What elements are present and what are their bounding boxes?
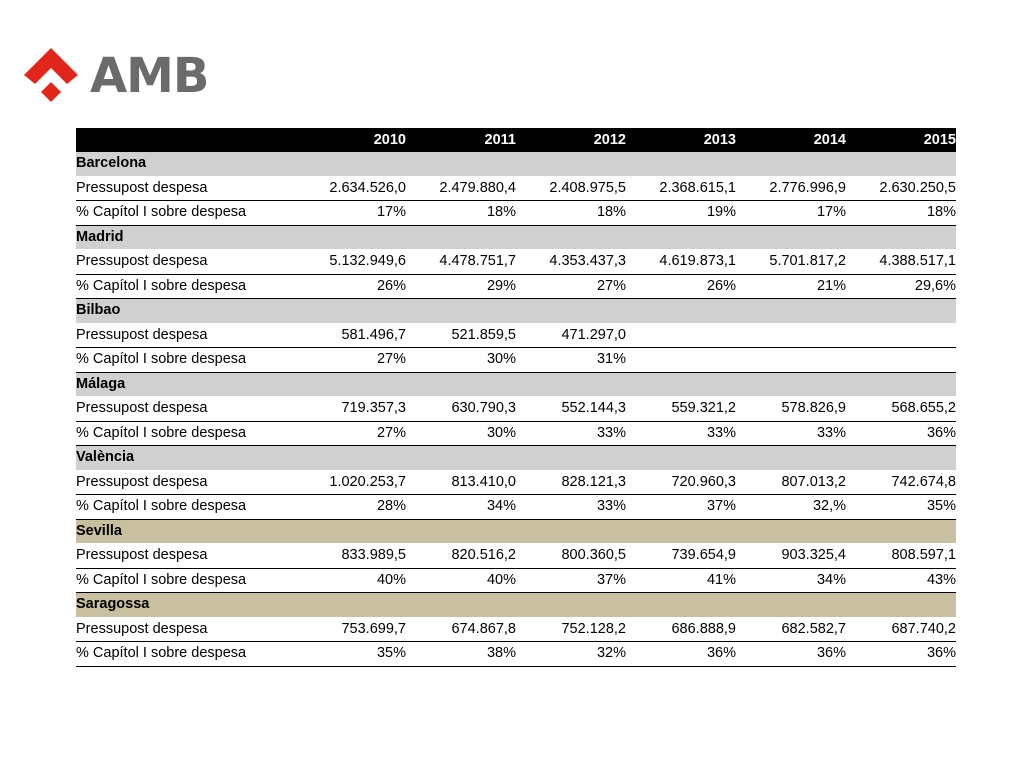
row-label: Pressupost despesa <box>76 470 296 495</box>
value-cell: 903.325,4 <box>736 544 846 569</box>
value-cell: 35% <box>296 642 406 667</box>
table-row <box>76 348 956 373</box>
section-empty-cell <box>846 372 956 397</box>
section-empty-cell <box>736 152 846 176</box>
header-corner-cell <box>76 128 296 152</box>
value-cell: 40% <box>296 568 406 593</box>
value-cell: 4.388.517,1 <box>846 250 956 275</box>
value-cell <box>736 323 846 348</box>
section-empty-cell <box>626 372 736 397</box>
value-cell: 521.859,5 <box>406 323 516 348</box>
section-empty-cell <box>516 446 626 471</box>
section-empty-cell <box>626 593 736 618</box>
value-cell: 18% <box>846 201 956 226</box>
section-empty-cell <box>296 299 406 324</box>
city-section-row <box>76 519 956 544</box>
value-cell: 471.297,0 <box>516 323 626 348</box>
row-label: % Capítol I sobre despesa <box>76 274 296 299</box>
value-cell: 833.989,5 <box>296 544 406 569</box>
value-cell: 30% <box>406 421 516 446</box>
value-cell: 35% <box>846 495 956 520</box>
section-empty-cell <box>296 446 406 471</box>
table-body <box>76 152 956 666</box>
amb-logo <box>22 46 209 106</box>
value-cell <box>626 323 736 348</box>
value-cell: 752.128,2 <box>516 617 626 642</box>
section-empty-cell <box>296 593 406 618</box>
value-cell: 2.630.250,5 <box>846 176 956 201</box>
value-cell <box>736 348 846 373</box>
value-cell: 36% <box>846 642 956 667</box>
value-cell <box>846 348 956 373</box>
value-cell: 720.960,3 <box>626 470 736 495</box>
value-cell: 2.368.615,1 <box>626 176 736 201</box>
table-row <box>76 397 956 422</box>
row-label: % Capítol I sobre despesa <box>76 201 296 226</box>
year-header-2011: 2011 <box>406 128 516 152</box>
table-row <box>76 176 956 201</box>
section-empty-cell <box>406 152 516 176</box>
value-cell: 33% <box>516 421 626 446</box>
section-empty-cell <box>406 593 516 618</box>
table-row <box>76 250 956 275</box>
section-empty-cell <box>406 519 516 544</box>
value-cell: 30% <box>406 348 516 373</box>
section-empty-cell <box>516 152 626 176</box>
city-section-row <box>76 299 956 324</box>
value-cell: 2.408.975,5 <box>516 176 626 201</box>
row-label: Pressupost despesa <box>76 617 296 642</box>
section-empty-cell <box>296 152 406 176</box>
value-cell: 581.496,7 <box>296 323 406 348</box>
value-cell: 28% <box>296 495 406 520</box>
value-cell: 33% <box>626 421 736 446</box>
value-cell: 18% <box>406 201 516 226</box>
value-cell: 4.353.437,3 <box>516 250 626 275</box>
section-empty-cell <box>736 446 846 471</box>
year-header-2012: 2012 <box>516 128 626 152</box>
value-cell: 559.321,2 <box>626 397 736 422</box>
value-cell: 2.479.880,4 <box>406 176 516 201</box>
value-cell: 578.826,9 <box>736 397 846 422</box>
value-cell: 17% <box>736 201 846 226</box>
value-cell: 800.360,5 <box>516 544 626 569</box>
section-empty-cell <box>846 152 956 176</box>
row-label: % Capítol I sobre despesa <box>76 568 296 593</box>
table-row <box>76 201 956 226</box>
section-empty-cell <box>516 593 626 618</box>
section-empty-cell <box>296 372 406 397</box>
section-empty-cell <box>516 225 626 250</box>
value-cell: 687.740,2 <box>846 617 956 642</box>
value-cell: 5.132.949,6 <box>296 250 406 275</box>
row-label: Pressupost despesa <box>76 176 296 201</box>
value-cell: 29% <box>406 274 516 299</box>
amb-logo-text: AMB <box>90 48 209 104</box>
table-row <box>76 568 956 593</box>
value-cell: 828.121,3 <box>516 470 626 495</box>
row-label: Pressupost despesa <box>76 250 296 275</box>
value-cell: 26% <box>296 274 406 299</box>
section-empty-cell <box>736 372 846 397</box>
value-cell: 37% <box>516 568 626 593</box>
amb-logo-mark-icon <box>22 46 80 106</box>
value-cell: 36% <box>626 642 736 667</box>
value-cell: 32% <box>516 642 626 667</box>
value-cell: 37% <box>626 495 736 520</box>
value-cell: 753.699,7 <box>296 617 406 642</box>
city-name: Sevilla <box>76 519 296 544</box>
section-empty-cell <box>626 225 736 250</box>
value-cell: 682.582,7 <box>736 617 846 642</box>
table-row <box>76 470 956 495</box>
value-cell: 40% <box>406 568 516 593</box>
section-empty-cell <box>846 299 956 324</box>
value-cell: 719.357,3 <box>296 397 406 422</box>
value-cell: 27% <box>296 348 406 373</box>
section-empty-cell <box>296 225 406 250</box>
value-cell: 820.516,2 <box>406 544 516 569</box>
year-header-2014: 2014 <box>736 128 846 152</box>
value-cell: 808.597,1 <box>846 544 956 569</box>
value-cell: 674.867,8 <box>406 617 516 642</box>
table-row <box>76 544 956 569</box>
city-name: Málaga <box>76 372 296 397</box>
section-empty-cell <box>406 299 516 324</box>
city-name: Saragossa <box>76 593 296 618</box>
value-cell: 686.888,9 <box>626 617 736 642</box>
value-cell: 27% <box>296 421 406 446</box>
value-cell: 742.674,8 <box>846 470 956 495</box>
section-empty-cell <box>846 519 956 544</box>
section-empty-cell <box>846 593 956 618</box>
table-row <box>76 421 956 446</box>
table-header-row <box>76 128 956 152</box>
value-cell: 1.020.253,7 <box>296 470 406 495</box>
table-row <box>76 495 956 520</box>
section-empty-cell <box>626 152 736 176</box>
value-cell: 41% <box>626 568 736 593</box>
value-cell: 17% <box>296 201 406 226</box>
value-cell: 807.013,2 <box>736 470 846 495</box>
city-name: Madrid <box>76 225 296 250</box>
section-empty-cell <box>736 593 846 618</box>
row-label: Pressupost despesa <box>76 397 296 422</box>
value-cell <box>846 323 956 348</box>
value-cell: 552.144,3 <box>516 397 626 422</box>
value-cell: 26% <box>626 274 736 299</box>
row-label: Pressupost despesa <box>76 544 296 569</box>
row-label: % Capítol I sobre despesa <box>76 642 296 667</box>
value-cell: 38% <box>406 642 516 667</box>
section-empty-cell <box>626 446 736 471</box>
value-cell: 5.701.817,2 <box>736 250 846 275</box>
section-empty-cell <box>516 372 626 397</box>
section-empty-cell <box>406 225 516 250</box>
section-empty-cell <box>736 225 846 250</box>
section-empty-cell <box>846 446 956 471</box>
city-section-row <box>76 152 956 176</box>
city-name: València <box>76 446 296 471</box>
value-cell: 21% <box>736 274 846 299</box>
year-header-2013: 2013 <box>626 128 736 152</box>
budget-table <box>76 128 956 667</box>
value-cell: 34% <box>736 568 846 593</box>
value-cell: 739.654,9 <box>626 544 736 569</box>
value-cell: 31% <box>516 348 626 373</box>
section-empty-cell <box>516 299 626 324</box>
section-empty-cell <box>406 372 516 397</box>
city-name: Barcelona <box>76 152 296 176</box>
value-cell: 813.410,0 <box>406 470 516 495</box>
value-cell: 2.776.996,9 <box>736 176 846 201</box>
value-cell: 32,% <box>736 495 846 520</box>
section-empty-cell <box>406 446 516 471</box>
table-row <box>76 323 956 348</box>
value-cell <box>626 348 736 373</box>
value-cell: 18% <box>516 201 626 226</box>
value-cell: 33% <box>516 495 626 520</box>
year-header-2010: 2010 <box>296 128 406 152</box>
value-cell: 27% <box>516 274 626 299</box>
table-row <box>76 617 956 642</box>
row-label: Pressupost despesa <box>76 323 296 348</box>
value-cell: 4.619.873,1 <box>626 250 736 275</box>
city-section-row <box>76 593 956 618</box>
section-empty-cell <box>846 225 956 250</box>
section-empty-cell <box>736 519 846 544</box>
table-row <box>76 642 956 667</box>
section-empty-cell <box>516 519 626 544</box>
section-empty-cell <box>296 519 406 544</box>
row-label: % Capítol I sobre despesa <box>76 421 296 446</box>
table-row <box>76 274 956 299</box>
value-cell: 36% <box>736 642 846 667</box>
value-cell: 36% <box>846 421 956 446</box>
value-cell: 43% <box>846 568 956 593</box>
city-section-row <box>76 225 956 250</box>
row-label: % Capítol I sobre despesa <box>76 348 296 373</box>
year-header-2015: 2015 <box>846 128 956 152</box>
section-empty-cell <box>736 299 846 324</box>
value-cell: 34% <box>406 495 516 520</box>
section-empty-cell <box>626 519 736 544</box>
value-cell: 2.634.526,0 <box>296 176 406 201</box>
row-label: % Capítol I sobre despesa <box>76 495 296 520</box>
value-cell: 29,6% <box>846 274 956 299</box>
city-name: Bilbao <box>76 299 296 324</box>
value-cell: 4.478.751,7 <box>406 250 516 275</box>
city-section-row <box>76 372 956 397</box>
city-section-row <box>76 446 956 471</box>
value-cell: 630.790,3 <box>406 397 516 422</box>
section-empty-cell <box>626 299 736 324</box>
value-cell: 33% <box>736 421 846 446</box>
value-cell: 568.655,2 <box>846 397 956 422</box>
value-cell: 19% <box>626 201 736 226</box>
